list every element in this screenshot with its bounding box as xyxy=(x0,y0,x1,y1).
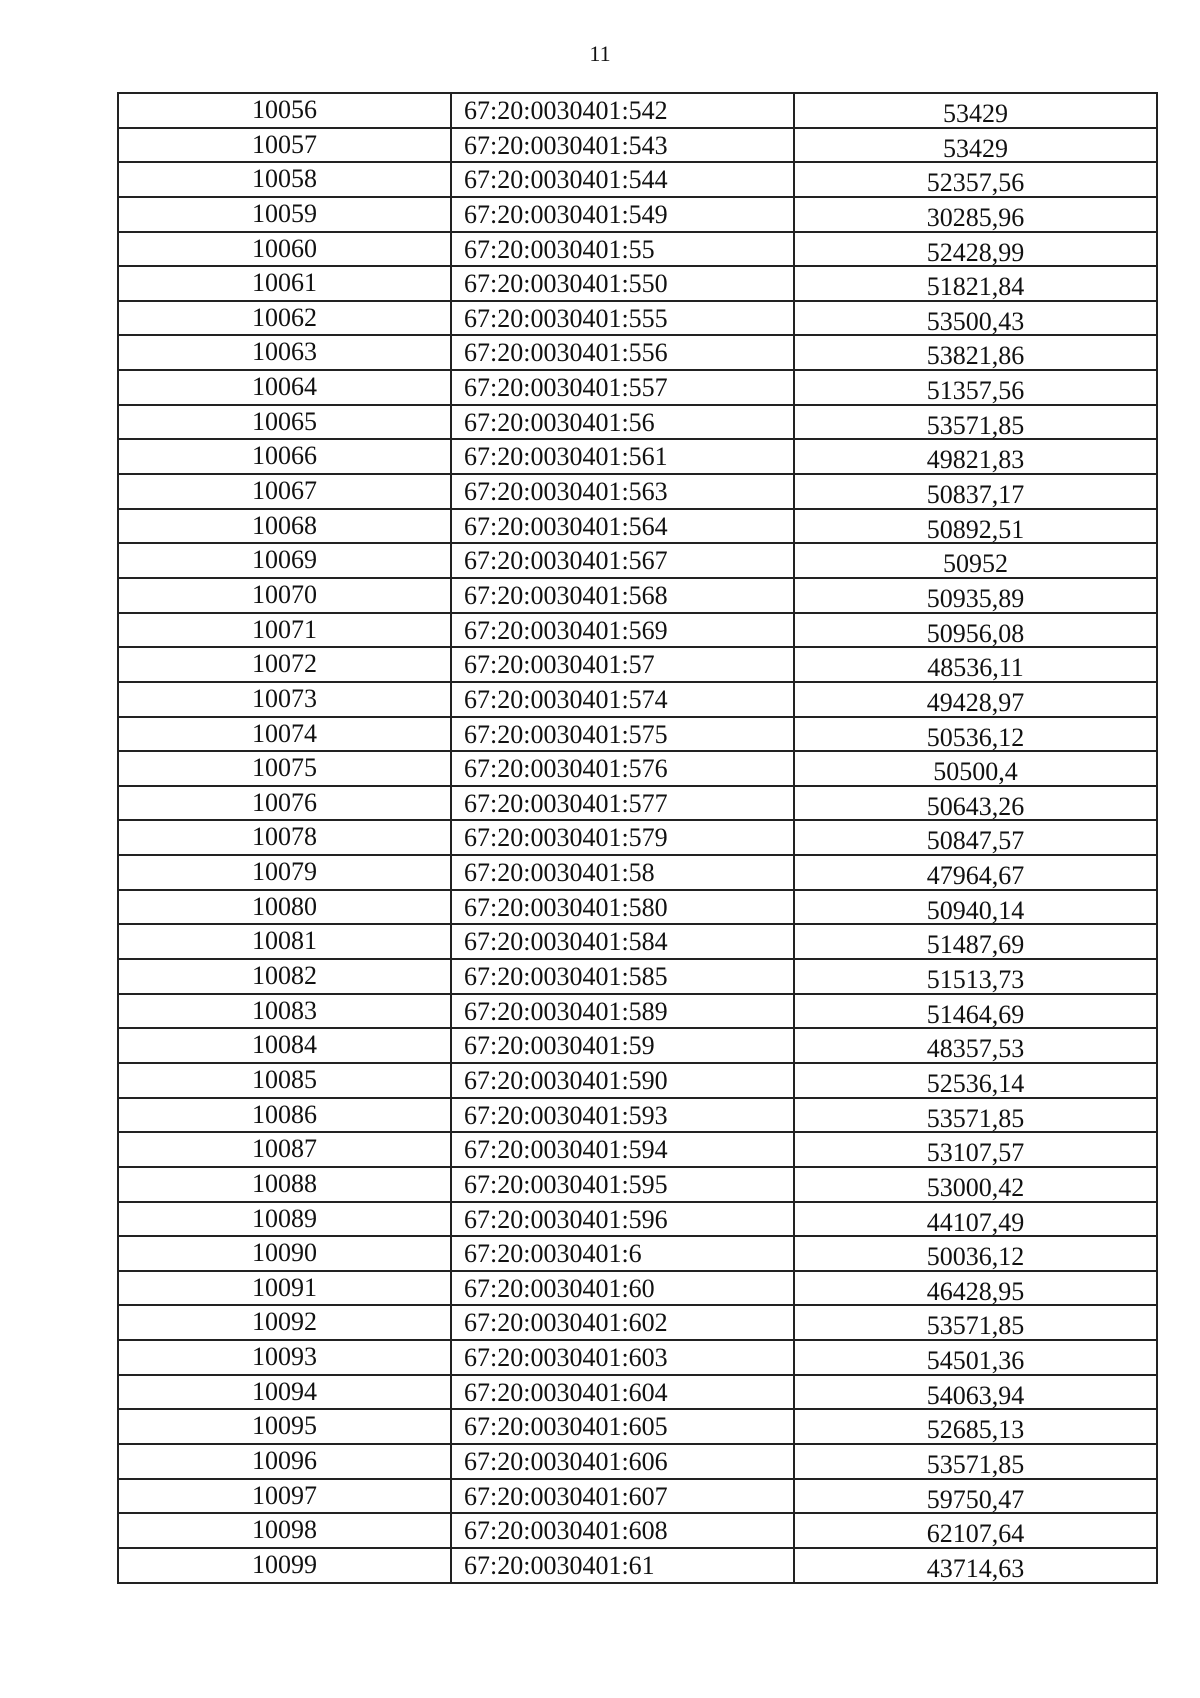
row-number-cell: 10056 xyxy=(119,94,452,127)
cadastral-number-cell: 67:20:0030401:603 xyxy=(452,1341,795,1374)
table-row xyxy=(119,1168,1156,1203)
cadastral-number-cell: 67:20:0030401:590 xyxy=(452,1064,795,1097)
value-cell: 54063,94 xyxy=(926,1380,1025,1409)
value-cell: 59750,47 xyxy=(926,1484,1025,1513)
row-number-cell: 10069 xyxy=(119,544,452,577)
value-cell: 49428,97 xyxy=(926,687,1025,716)
table-row xyxy=(119,1410,1156,1445)
cadastral-number-cell: 67:20:0030401:564 xyxy=(452,510,795,543)
value-cell: 30285,96 xyxy=(926,202,1025,231)
cadastral-number-cell: 67:20:0030401:563 xyxy=(452,475,795,508)
table-row xyxy=(119,1029,1156,1064)
cadastral-number-cell: 67:20:0030401:575 xyxy=(452,718,795,751)
value-cell: 53000,42 xyxy=(926,1172,1025,1201)
cadastral-number-cell: 67:20:0030401:569 xyxy=(452,614,795,647)
table-row xyxy=(119,475,1156,510)
value-cell: 53429 xyxy=(943,99,1008,127)
table-row xyxy=(119,1480,1156,1515)
cadastral-number-cell: 67:20:0030401:580 xyxy=(452,891,795,924)
value-cell: 51464,69 xyxy=(926,999,1025,1028)
row-number-cell: 10067 xyxy=(119,475,452,508)
table-row xyxy=(119,129,1156,164)
value-cell: 53571,85 xyxy=(926,410,1025,439)
table-row xyxy=(119,1341,1156,1376)
table-row xyxy=(119,302,1156,337)
table-row xyxy=(119,1306,1156,1341)
row-number-cell: 10059 xyxy=(119,198,452,231)
value-cell: 50892,51 xyxy=(926,514,1025,543)
value-cell: 50500,4 xyxy=(933,757,1018,785)
value-cell: 50837,17 xyxy=(926,480,1025,508)
row-number-cell: 10074 xyxy=(119,718,452,751)
row-number-cell: 10064 xyxy=(119,371,452,404)
cadastral-number-cell: 67:20:0030401:605 xyxy=(452,1410,795,1443)
value-cell: 52357,56 xyxy=(926,168,1025,196)
table-row xyxy=(119,752,1156,787)
row-number-cell: 10084 xyxy=(119,1029,452,1062)
value-cell: 46428,95 xyxy=(926,1276,1025,1305)
cadastral-number-cell: 67:20:0030401:58 xyxy=(452,856,795,889)
cadastral-number-cell: 67:20:0030401:602 xyxy=(452,1306,795,1339)
value-cell: 50036,12 xyxy=(926,1242,1025,1270)
table-row xyxy=(119,1514,1156,1549)
value-cell: 48536,11 xyxy=(927,653,1024,681)
table-row xyxy=(119,614,1156,649)
value-cell: 51513,73 xyxy=(926,965,1025,993)
table-row xyxy=(119,1376,1156,1411)
cadastral-number-cell: 67:20:0030401:556 xyxy=(452,336,795,369)
cadastral-number-cell: 67:20:0030401:596 xyxy=(452,1203,795,1236)
row-number-cell: 10087 xyxy=(119,1133,452,1166)
value-cell: 53500,43 xyxy=(926,306,1025,335)
value-cell: 51487,69 xyxy=(926,930,1025,959)
table-row xyxy=(119,1272,1156,1307)
table-row xyxy=(119,510,1156,545)
page-number: 11 xyxy=(589,41,611,66)
row-number-cell: 10082 xyxy=(119,960,452,993)
cadastral-number-cell: 67:20:0030401:55 xyxy=(452,233,795,266)
row-number-cell: 10091 xyxy=(119,1272,452,1305)
table-row xyxy=(119,960,1156,995)
value-cell: 50935,89 xyxy=(926,583,1025,612)
value-cell: 52685,13 xyxy=(926,1415,1025,1443)
table-row xyxy=(119,198,1156,233)
value-cell: 50952 xyxy=(943,549,1008,577)
cadastral-number-cell: 67:20:0030401:567 xyxy=(452,544,795,577)
row-number-cell: 10097 xyxy=(119,1480,452,1513)
cadastral-number-cell: 67:20:0030401:584 xyxy=(452,925,795,958)
value-cell: 53571,85 xyxy=(926,1449,1025,1478)
cadastral-number-cell: 67:20:0030401:594 xyxy=(452,1133,795,1166)
table-row xyxy=(119,336,1156,371)
value-cell: 50847,57 xyxy=(926,826,1025,855)
row-number-cell: 10057 xyxy=(119,129,452,162)
cadastral-number-cell: 67:20:0030401:606 xyxy=(452,1445,795,1478)
table-row xyxy=(119,718,1156,753)
value-cell: 50940,14 xyxy=(926,895,1025,924)
row-number-cell: 10075 xyxy=(119,752,452,785)
cadastral-number-cell: 67:20:0030401:6 xyxy=(452,1237,795,1270)
row-number-cell: 10072 xyxy=(119,648,452,681)
table-row xyxy=(119,544,1156,579)
value-cell: 51821,84 xyxy=(926,272,1025,300)
table-row xyxy=(119,925,1156,960)
value-cell: 48357,53 xyxy=(926,1034,1025,1062)
value-cell: 50643,26 xyxy=(926,791,1025,820)
cadastral-number-cell: 67:20:0030401:577 xyxy=(452,787,795,820)
cadastral-number-cell: 67:20:0030401:568 xyxy=(452,579,795,612)
cadastral-number-cell: 67:20:0030401:595 xyxy=(452,1168,795,1201)
table-row xyxy=(119,440,1156,475)
table-row xyxy=(119,683,1156,718)
cadastral-number-cell: 67:20:0030401:550 xyxy=(452,267,795,300)
row-number-cell: 10096 xyxy=(119,1445,452,1478)
table-row xyxy=(119,267,1156,302)
value-cell: 53571,85 xyxy=(926,1103,1025,1132)
cadastral-number-cell: 67:20:0030401:59 xyxy=(452,1029,795,1062)
table-row xyxy=(119,94,1156,129)
table-row xyxy=(119,406,1156,441)
table-row xyxy=(119,648,1156,683)
value-cell: 52428,99 xyxy=(926,237,1025,266)
row-number-cell: 10060 xyxy=(119,233,452,266)
value-cell: 49821,83 xyxy=(926,445,1025,474)
table-row xyxy=(119,1445,1156,1480)
cadastral-value-table xyxy=(117,92,1158,1584)
cadastral-number-cell: 67:20:0030401:576 xyxy=(452,752,795,785)
table-row xyxy=(119,891,1156,926)
row-number-cell: 10090 xyxy=(119,1237,452,1270)
value-cell: 50536,12 xyxy=(926,722,1025,751)
value-cell: 43714,63 xyxy=(926,1553,1025,1582)
row-number-cell: 10078 xyxy=(119,821,452,854)
table-row xyxy=(119,371,1156,406)
value-cell: 54501,36 xyxy=(926,1346,1025,1374)
row-number-cell: 10068 xyxy=(119,510,452,543)
table-row xyxy=(119,1133,1156,1168)
row-number-cell: 10063 xyxy=(119,336,452,369)
table-row xyxy=(119,995,1156,1030)
cadastral-number-cell: 67:20:0030401:585 xyxy=(452,960,795,993)
cadastral-number-cell: 67:20:0030401:604 xyxy=(452,1376,795,1409)
row-number-cell: 10071 xyxy=(119,614,452,647)
cadastral-number-cell: 67:20:0030401:61 xyxy=(452,1549,795,1582)
row-number-cell: 10065 xyxy=(119,406,452,439)
cadastral-number-cell: 67:20:0030401:608 xyxy=(452,1514,795,1547)
row-number-cell: 10081 xyxy=(119,925,452,958)
row-number-cell: 10095 xyxy=(119,1410,452,1443)
table-row xyxy=(119,1064,1156,1099)
row-number-cell: 10073 xyxy=(119,683,452,716)
value-cell: 53107,57 xyxy=(926,1138,1025,1166)
cadastral-number-cell: 67:20:0030401:549 xyxy=(452,198,795,231)
row-number-cell: 10093 xyxy=(119,1341,452,1374)
cadastral-number-cell: 67:20:0030401:544 xyxy=(452,163,795,196)
value-cell: 44107,49 xyxy=(926,1207,1025,1236)
table-row xyxy=(119,1099,1156,1134)
cadastral-number-cell: 67:20:0030401:555 xyxy=(452,302,795,335)
cadastral-number-cell: 67:20:0030401:557 xyxy=(452,371,795,404)
row-number-cell: 10070 xyxy=(119,579,452,612)
row-number-cell: 10094 xyxy=(119,1376,452,1409)
value-cell: 51357,56 xyxy=(926,376,1025,404)
row-number-cell: 10083 xyxy=(119,995,452,1028)
cadastral-number-cell: 67:20:0030401:57 xyxy=(452,648,795,681)
row-number-cell: 10089 xyxy=(119,1203,452,1236)
table-row xyxy=(119,1237,1156,1272)
row-number-cell: 10085 xyxy=(119,1064,452,1097)
table-row xyxy=(119,787,1156,822)
cadastral-number-cell: 67:20:0030401:579 xyxy=(452,821,795,854)
table-row xyxy=(119,1203,1156,1238)
cadastral-number-cell: 67:20:0030401:574 xyxy=(452,683,795,716)
value-cell: 62107,64 xyxy=(926,1519,1025,1547)
table-row xyxy=(119,233,1156,268)
cadastral-number-cell: 67:20:0030401:589 xyxy=(452,995,795,1028)
value-cell: 47964,67 xyxy=(926,861,1025,889)
table-row xyxy=(119,1549,1156,1584)
row-number-cell: 10062 xyxy=(119,302,452,335)
table-row xyxy=(119,821,1156,856)
row-number-cell: 10076 xyxy=(119,787,452,820)
row-number-cell: 10092 xyxy=(119,1306,452,1339)
table-row xyxy=(119,163,1156,198)
value-cell: 52536,14 xyxy=(926,1068,1025,1097)
row-number-cell: 10058 xyxy=(119,163,452,196)
value-cell: 53821,86 xyxy=(926,341,1025,370)
row-number-cell: 10088 xyxy=(119,1168,452,1201)
cadastral-number-cell: 67:20:0030401:542 xyxy=(452,94,795,127)
value-cell: 53429 xyxy=(943,133,1008,162)
cadastral-number-cell: 67:20:0030401:56 xyxy=(452,406,795,439)
cadastral-number-cell: 67:20:0030401:561 xyxy=(452,440,795,473)
value-cell: 53571,85 xyxy=(926,1311,1025,1340)
cadastral-number-cell: 67:20:0030401:60 xyxy=(452,1272,795,1305)
value-cell: 50956,08 xyxy=(926,618,1025,647)
row-number-cell: 10098 xyxy=(119,1514,452,1547)
cadastral-number-cell: 67:20:0030401:543 xyxy=(452,129,795,162)
row-number-cell: 10066 xyxy=(119,440,452,473)
row-number-cell: 10086 xyxy=(119,1099,452,1132)
row-number-cell: 10079 xyxy=(119,856,452,889)
table-row xyxy=(119,579,1156,614)
row-number-cell: 10061 xyxy=(119,267,452,300)
table-row xyxy=(119,856,1156,891)
cadastral-number-cell: 67:20:0030401:593 xyxy=(452,1099,795,1132)
row-number-cell: 10080 xyxy=(119,891,452,924)
cadastral-number-cell: 67:20:0030401:607 xyxy=(452,1480,795,1513)
row-number-cell: 10099 xyxy=(119,1549,452,1582)
